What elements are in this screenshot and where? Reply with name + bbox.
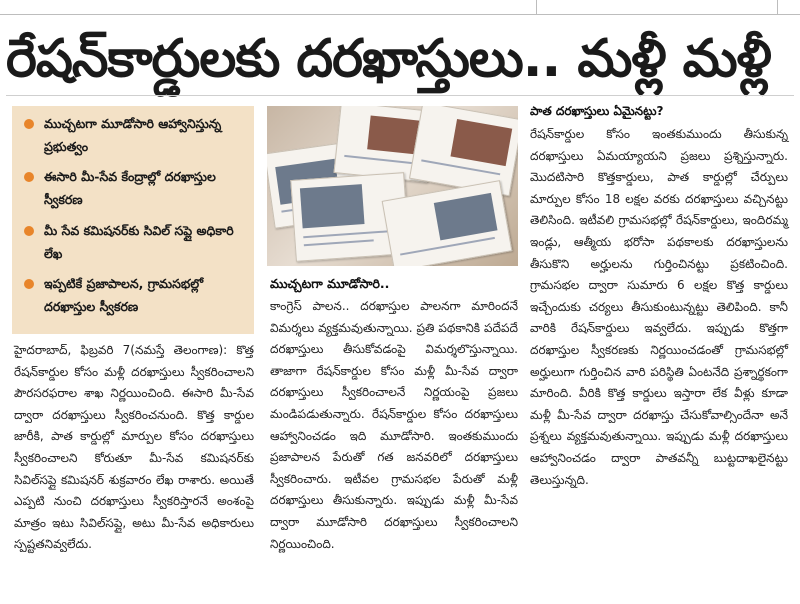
highlight-text: ఇప్పటికే ప్రజాపాలన, గ్రామసభల్లో దరఖాస్తుల స్వీకరణ xyxy=(44,276,204,314)
bullet-dot xyxy=(24,172,34,182)
photo-caption: ముచ్చటగా మూడోసారి.. xyxy=(270,276,390,291)
highlight-text: ముచ్చటగా మూడోసారి ఆహ్వానిస్తున్న ప్రభుత్వం xyxy=(44,116,222,154)
bullet-dot xyxy=(24,226,34,236)
page-top-frame xyxy=(0,0,800,22)
photo-card xyxy=(409,106,518,196)
column-2-text: కాంగ్రెస్ పాలన.. దరఖాస్తుల పాలనగా మారిందనే విమర్శలు వ్యక్తమవుతున్నాయి. ప్రతి పథకానికి పదేపదే దరఖాస్తులు తీసుకోవడంపై విమర్శలొస్తున్నాయి. తాజాగా రేషన్‌కార్డుల కోసం మళ్లీ మీ-సేవ ద్వారా దరఖాస్తులు స్వీకరించాలనే నిర్ణయంపై ప్రజలు మండిపడుతున్నారు. రేషన్‌కార్డుల కోసం దరఖాస్తులు ఆహ్వానించడం ఇది మూడోసారి. ఇంతకుముందు ప్రజాపాలన పేరుతో గత జనవరిలో దరఖాస్తులు స్వీకరించారు. ఇటీవల గ్రామసభల పేరుతో మళ్లీ దరఖాస్తులు తీసుకున్నారు. ఇప్పుడు మళ్లీ మీ-సేవ ద్వారా మూడోసారి దరఖాస్తులు స్వీకరించాలని నిర్ణయించింది. xyxy=(270,299,518,551)
column-1-text: హైదరాబాద్, ఫిబ్రవరి 7(నమస్తే తెలంగాణ): కొత్త రేషన్‌కార్డుల కోసం మళ్లీ దరఖాస్తులు స్వీకరించాలని పౌరసరఫరాల శాఖ నిర్ణయించింది. ఈసారి మీ-సేవ ద్వారా దరఖాస్తులు స్వీకరించనుంది. కొత్త కార్డుల జారీకి, పాత కార్డుల్లో మార్పుల కోసం దరఖాస్తులు స్వీకరించాలని కోరుతూ మీ-సేవ కమిషనర్‌కు సివిల్‌సప్లై కమిషనర్ శుక్రవారం లేఖ రాశారు. అయితే ఎప్పటి నుంచి దరఖాస్తులు స్వీకరిస్తారనే అంశంపై మాత్రం ఇటు సివిల్‌సప్లై, అటు మీ-సేవ అధికారులు స్పష్టతనివ్వలేదు. xyxy=(14,343,254,552)
highlights-box xyxy=(12,106,254,334)
article-column-1 xyxy=(14,340,254,556)
ration-card-photo xyxy=(267,106,518,266)
highlight-text: మీ సేవ కమిషనర్‌కు సివిల్ సప్లై అధికారి లేఖ xyxy=(44,223,234,261)
article-column-2 xyxy=(270,296,518,555)
highlight-text: ఈసారి మీ-సేవ కేంద్రాల్లో దరఖాస్తుల స్వీకరణ xyxy=(44,169,216,207)
headline-divider xyxy=(6,95,794,96)
bullet-dot xyxy=(24,119,34,129)
bullet-dot xyxy=(24,279,34,289)
column-3-text: రేషన్‌కార్డుల కోసం ఇంతకుముందు తీసుకున్న దరఖాస్తులు ఏమయ్యాయని ప్రజలు ప్రశ్నిస్తున్నారు. మొదటిసారి కొత్తకార్డులు, పాత కార్డుల్లో చేర్పులు మార్పుల కోసం 18 లక్షల వరకు దరఖాస్తులు వచ్చినట్టు తెలిసింది. ఇటీవలి గ్రామసభల్లో రేషన్‌కార్డులు, ఇందిరమ్మ ఇండ్లు, ఆత్మీయ భరోసా పథకాలకు దరఖాస్తులను తీసుకొని అర్హులను గుర్తించినట్టు ప్రకటించింది. గ్రామసభల ద్వారా సుమారు 6 లక్షల కొత్త కార్డులు ఇచ్చేందుకు చర్యలు తీసుకుంటున్నట్టు తెలిపింది. కానీ వారికి రేషన్‌కార్డులు ఇవ్వలేదు. ఇప్పుడు కొత్తగా దరఖాస్తుల స్వీకరణకు నిర్ణయించడంతో గ్రామసభల్లో అర్హులుగా గుర్తించిన వారి పరిస్థితి ఏంటనేది ప్రశ్నార్థకంగా మారింది. వీరికి కొత్త కార్డులు ఇస్తారా లేక వీళ్లు కూడా మళ్లీ మీ-సేవ ద్వారా దరఖాస్తు చేసుకోవాల్సిందేనా అనే ప్రశ్నలు వ్యక్తమవుతున్నాయి. ఇప్పుడు మళ్లీ దరఖాస్తులు ఆహ్వానించడం ద్వారా పాతవన్నీ బుట్టదాఖలైనట్టు తెలుస్తున్నది. xyxy=(530,127,788,487)
article-column-3 xyxy=(530,124,788,491)
article-headline: రేషన్‌కార్డులకు దరఖాస్తులు.. మళ్లీ మళ్లీ xyxy=(6,29,771,89)
column-3-subheading: పాత దరఖాస్తులు ఏమైనట్టు? xyxy=(530,104,664,118)
top-right-box xyxy=(536,0,778,15)
